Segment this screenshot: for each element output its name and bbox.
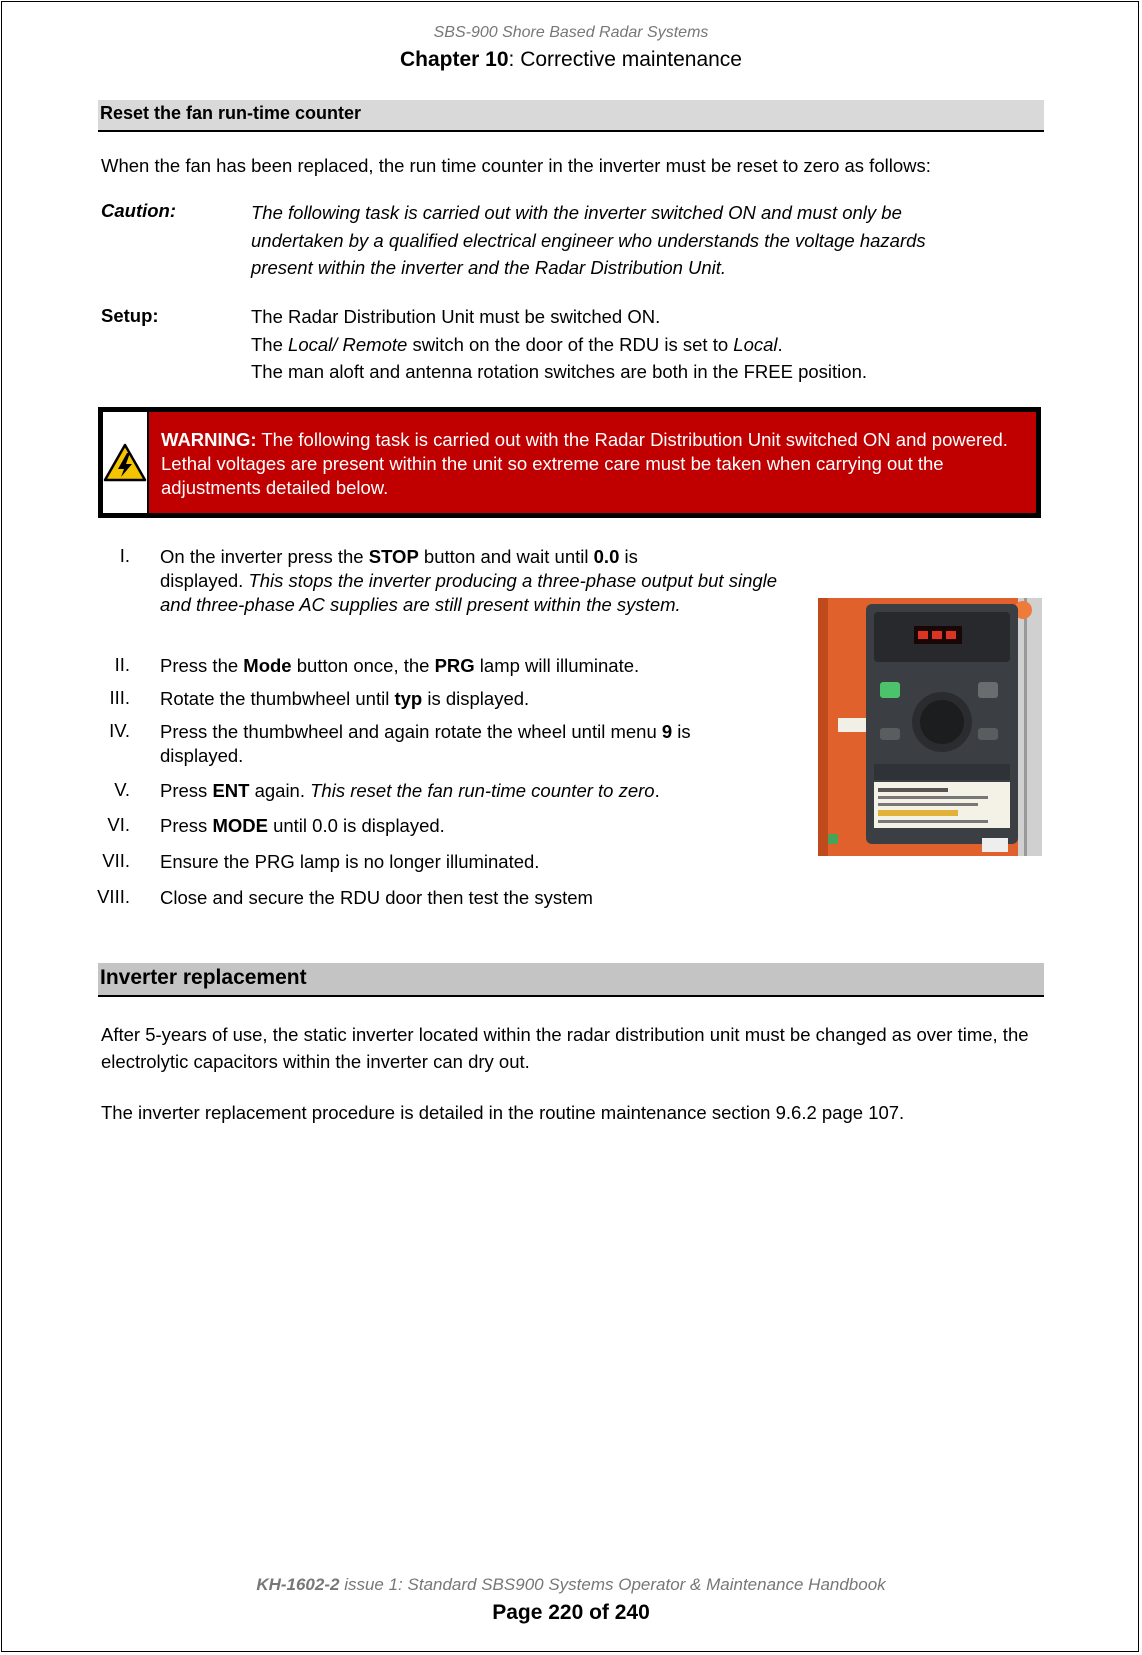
step-number: VI. — [107, 814, 130, 835]
inverter-illustration — [818, 598, 1042, 856]
caution-line: undertaken by a qualified electrical engineer who understands the voltage hazards — [251, 229, 926, 251]
step-text-part: lamp will illuminate. — [474, 655, 640, 676]
footer-doc-desc: issue 1: Standard SBS900 Systems Operator & Maintenance Handbook — [339, 1575, 886, 1594]
step-keyword: 9 — [661, 721, 673, 742]
section-heading-inverter: Inverter replacement — [98, 963, 1044, 997]
caution-label: Caution: — [101, 200, 177, 221]
step-4 — [160, 720, 760, 768]
setup-text-part: . — [777, 333, 783, 355]
setup-text-part: The — [251, 333, 289, 355]
warning-box — [98, 407, 1041, 518]
step-keyword: STOP — [368, 546, 419, 567]
setup-label: Setup: — [101, 305, 159, 326]
setup-text-part: switch on the door of the RDU is set to — [407, 333, 734, 355]
caution-text — [251, 199, 1041, 282]
step-8: Close and secure the RDU door then test the system — [160, 887, 593, 908]
step-keyword: typ — [394, 688, 423, 709]
warning-body: The following task is carried out with the Radar Distribution Unit switched ON and powered. Lethal voltages are present within the unit so extreme care must be taken when carrying out the adjustments detailed below. — [161, 429, 1008, 498]
step-3 — [160, 687, 810, 711]
chapter-label: Chapter 10 — [400, 48, 509, 71]
step-number: V. — [114, 779, 130, 800]
caution-line: The following task is carried out with the inverter switched ON and must only be — [251, 202, 902, 223]
step-text-part: Press the thumbwheel and again rotate the wheel until menu — [160, 721, 662, 742]
warning-text — [149, 412, 1036, 513]
step-text-part: until 0.0 is displayed. — [267, 815, 445, 836]
step-keyword: PRG — [434, 655, 475, 676]
inverter-paragraph-2: The inverter replacement procedure is detailed in the routine maintenance section 9.6.2 page 107. — [101, 1102, 905, 1123]
warning-label: WARNING: — [161, 429, 257, 450]
header-chapter — [0, 48, 1142, 72]
step-text-part: Press the — [160, 655, 244, 676]
step-number: IV. — [109, 720, 130, 741]
setup-emphasis: Local — [733, 333, 778, 355]
step-keyword: ENT — [212, 780, 250, 801]
step-number: VIII. — [97, 886, 130, 907]
setup-line: The Radar Distribution Unit must be switched ON. — [251, 306, 661, 327]
intro-paragraph: When the fan has been replaced, the run time counter in the inverter must be reset to zero as follows: — [101, 155, 931, 176]
step-text-part: displayed. — [160, 570, 249, 591]
footer-doc-code: KH-1602-2 — [256, 1575, 340, 1594]
step-text-part: again. — [249, 780, 311, 801]
header-doc-title: SBS-900 Shore Based Radar Systems — [433, 24, 709, 41]
step-keyword: Mode — [243, 655, 292, 676]
step-5 — [160, 779, 810, 803]
step-emphasis: This reset the fan run-time counter to zero — [310, 780, 655, 801]
page-number: Page 220 of 240 — [492, 1601, 650, 1624]
step-text-part: button once, the — [291, 655, 435, 676]
step-emphasis: This stops the inverter producing a three-phase output but single and three-phase AC supplies are still present within the system. — [160, 570, 778, 615]
step-text-part: . — [654, 780, 660, 801]
step-number: VII. — [102, 850, 130, 871]
step-text-part: is — [619, 546, 638, 567]
step-text-part: Press — [160, 780, 213, 801]
section-heading-fan: Reset the fan run-time counter — [98, 100, 1044, 132]
chapter-title: : Corrective maintenance — [508, 48, 742, 71]
step-keyword: 0.0 — [593, 546, 620, 567]
step-number: I. — [119, 545, 130, 566]
inverter-paragraph-1: After 5-years of use, the static inverter located within the radar distribution unit must be changed as over time, the electrolytic capacitors within the inverter can dry out. — [101, 1024, 1029, 1072]
step-2 — [160, 654, 810, 678]
inverter-photo — [818, 598, 1042, 856]
step-text-part: is displayed. — [160, 721, 691, 766]
step-text-part: is displayed. — [422, 688, 530, 709]
setup-emphasis: Local/ Remote — [288, 333, 408, 355]
step-text-part: Rotate the thumbwheel until — [160, 688, 395, 709]
step-6 — [160, 814, 810, 838]
high-voltage-warning-icon — [103, 443, 147, 483]
footer-doc — [0, 1575, 1142, 1595]
step-keyword: MODE — [212, 815, 268, 836]
setup-line — [251, 331, 1041, 359]
setup-text — [251, 303, 1041, 386]
step-text-part: Press — [160, 815, 213, 836]
caution-line: present within the inverter and the Radar Distribution Unit. — [251, 257, 727, 278]
step-1 — [160, 545, 800, 617]
warning-icon-cell — [103, 412, 149, 513]
setup-line: The man aloft and antenna rotation switches are both in the FREE position. — [251, 361, 868, 382]
step-number: II. — [114, 654, 130, 675]
step-7: Ensure the PRG lamp is no longer illuminated. — [160, 851, 540, 872]
step-text-part: On the inverter press the — [160, 546, 369, 567]
step-number: III. — [109, 687, 130, 708]
step-text-part: button and wait until — [418, 546, 594, 567]
